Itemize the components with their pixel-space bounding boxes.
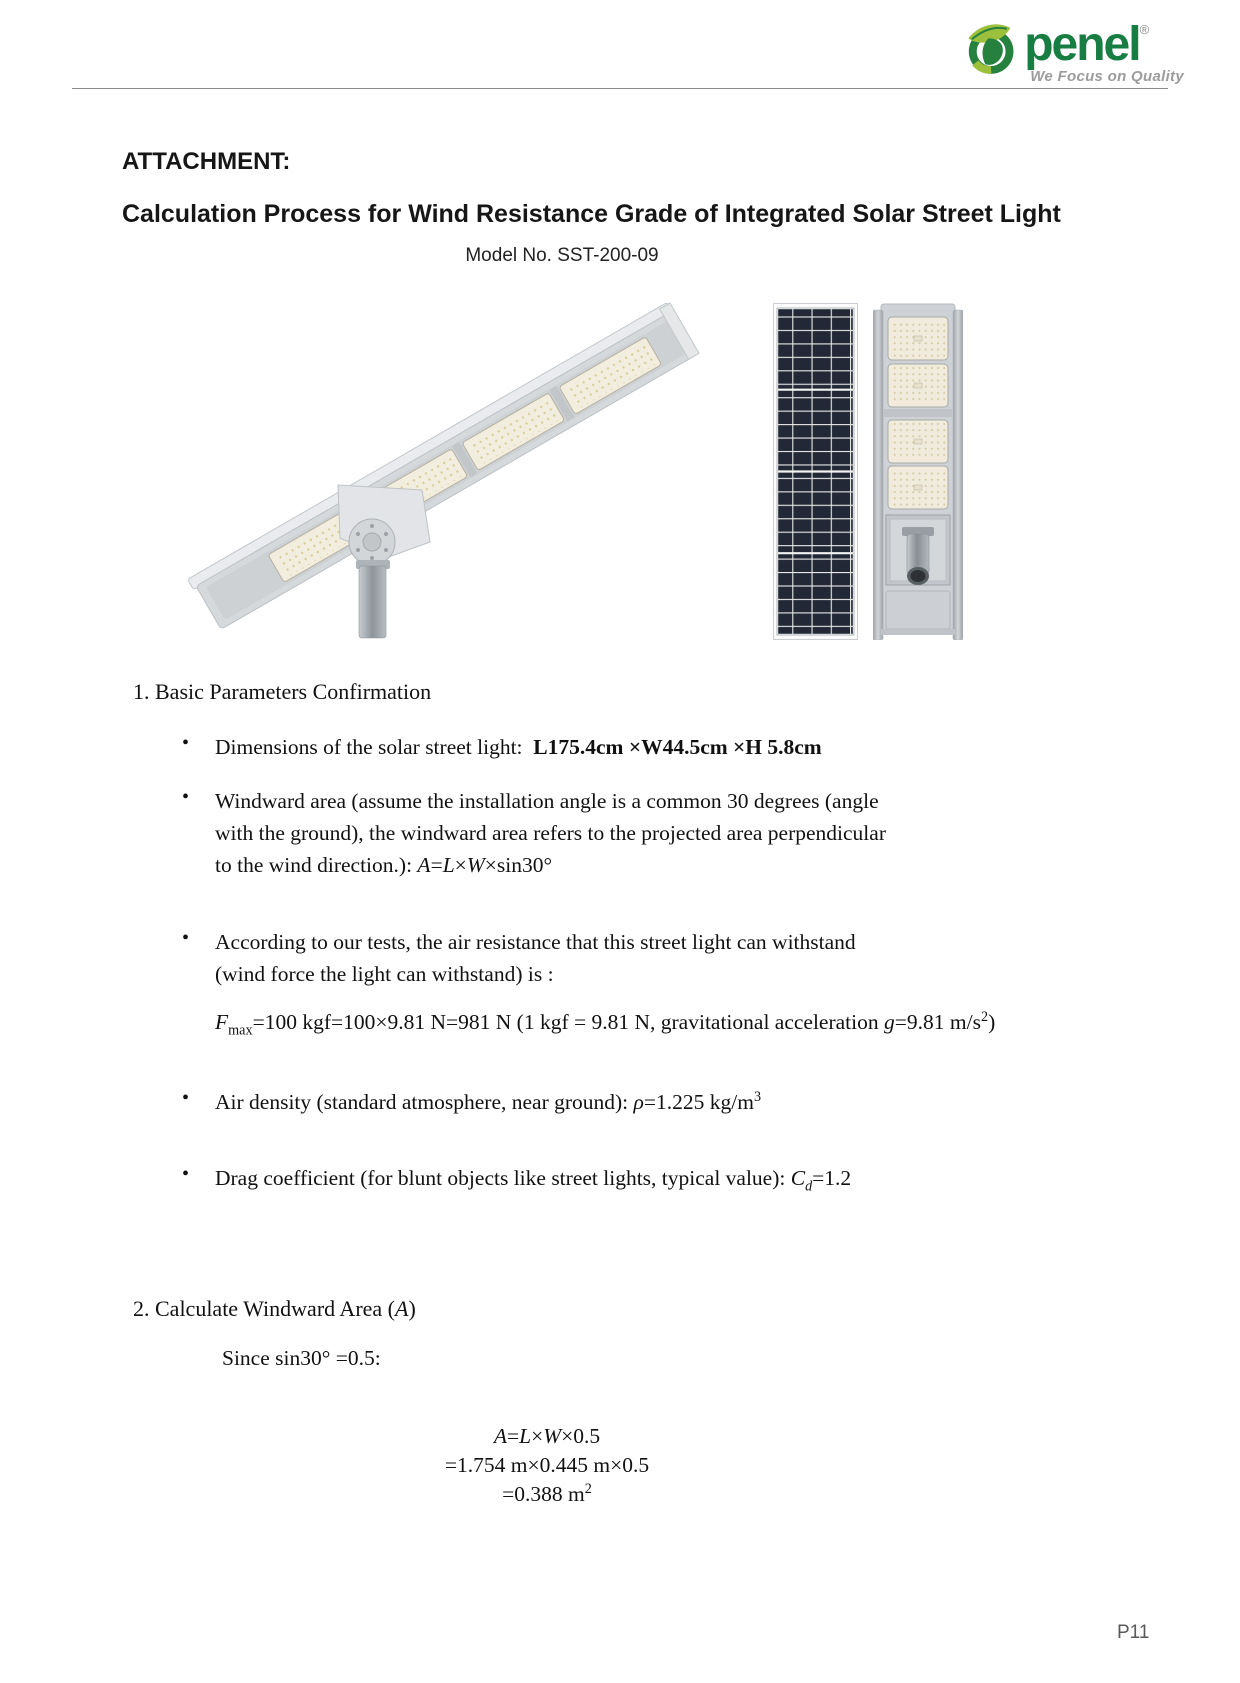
- bullet-marker: [182, 786, 189, 809]
- registered-trademark-symbol: ®: [1139, 22, 1150, 37]
- model-number: Model No. SST-200-09: [465, 245, 659, 266]
- header-divider-line: [72, 88, 1168, 89]
- windward-area-calculation: [122, 1422, 972, 1509]
- bullet-line: to the wind direction.): A=L×W×sin30°: [215, 853, 553, 877]
- solar-panel-figure: [773, 303, 858, 640]
- bullet-line: Windward area (assume the installation angle is a common 30 degrees (angle: [215, 789, 879, 813]
- bullet-air-density: [215, 1086, 761, 1118]
- bullet-line: According to our tests, the air resistance that this street light can withstand: [215, 930, 856, 954]
- fmax-formula: $F_{max}=100$ kgf=100×9.81 N=981 N (1 kgf = 9.81 N, gravitational acceleration g=9.81 $m/s^2$): [215, 1008, 996, 1039]
- brand-wordmark: penel: [1024, 18, 1140, 71]
- formula-line: A=L×W×0.5: [493, 1424, 601, 1448]
- bullet-line: Air density (standard atmosphere, near ground): ρ=1.225 $kg/m^3$: [215, 1088, 762, 1114]
- bullet-windward-area: [215, 785, 886, 881]
- bullet-line: Drag coefficient (for blunt objects like street lights, typical value): $C_d=1.2$: [215, 1166, 852, 1195]
- bullet-dimensions: [215, 731, 822, 763]
- section2-heading: 2. Calculate Windward Area (A): [133, 1296, 416, 1321]
- street-light-bottom-figure: [873, 303, 963, 640]
- page-number: P11: [1117, 1622, 1150, 1643]
- bullet-marker: [182, 732, 189, 755]
- bullet-line: with the ground), the windward area refers to the projected area perpendicular: [215, 821, 886, 845]
- bullet-line: Dimensions of the solar street light: L175.4cm ×W44.5cm ×H 5.8cm: [215, 735, 822, 759]
- bullet-marker: [182, 1087, 189, 1110]
- street-light-perspective-figure: [188, 280, 703, 642]
- since-line: Since sin30° =0.5:: [222, 1346, 381, 1370]
- formula-line: =0.388 $m^2$: [502, 1480, 592, 1506]
- bullet-air-resistance: [215, 926, 856, 990]
- bullet-marker: [182, 1163, 189, 1186]
- document-title: Calculation Process for Wind Resistance Grade of Integrated Solar Street Light: [122, 200, 1061, 228]
- attachment-label: ATTACHMENT:: [122, 148, 291, 175]
- formula-line: =1.754 m×0.445 m×0.5: [444, 1453, 650, 1477]
- leaf-logo-icon: [964, 20, 1020, 76]
- brand-logo: [964, 20, 1184, 85]
- section1-heading: 1. Basic Parameters Confirmation: [133, 679, 432, 704]
- brand-tagline: We Focus on Quality: [1030, 68, 1184, 85]
- bullet-drag-coefficient: [215, 1162, 851, 1194]
- bullet-marker: [182, 927, 189, 950]
- bullet-line: (wind force the light can withstand) is :: [215, 962, 554, 986]
